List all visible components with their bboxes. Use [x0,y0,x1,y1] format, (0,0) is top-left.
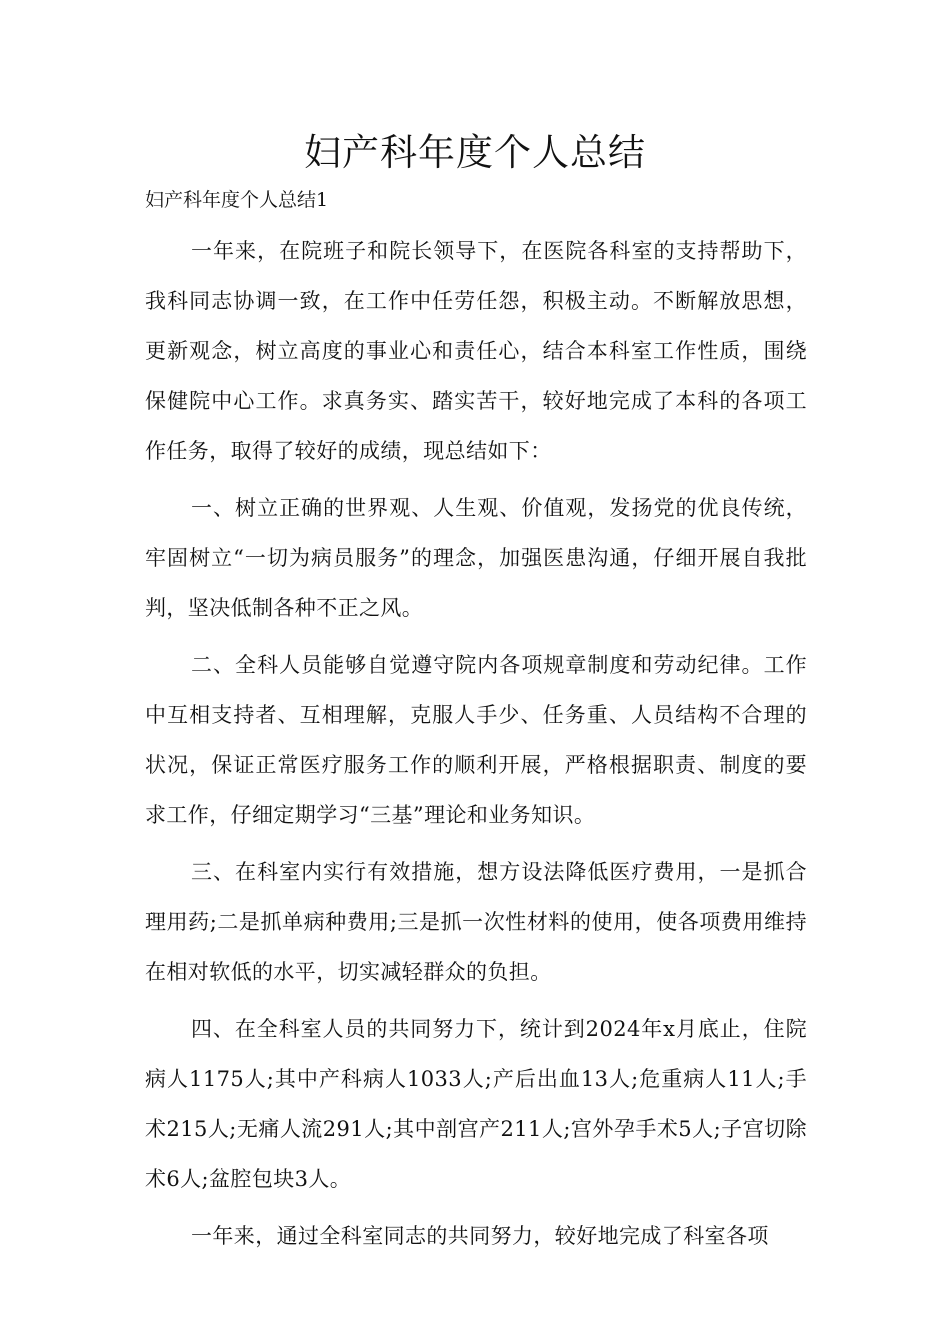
paragraph-item-3: 三、在科室内实行有效措施，想方设法降低医疗费用，一是抓合理用药;二是抓单病种费用;三是抓一次性材料的使用，使各项费用维持在相对软低的水平，切实减轻群众的负担。 [145,860,807,984]
paragraph-closing: 一年来，通过全科室同志的共同努力，较好地完成了科室各项 [191,1224,769,1248]
document-body [145,226,807,1268]
document-subtitle: 妇产科年度个人总结1 [145,189,329,211]
paragraph-item-4: 四、在全科室人员的共同努力下，统计到2024年x月底止，住院病人1175人;其中产科病人1033人;产后出血13人;危重病人11人;手术215人;无痛人流291人;其中剖宫产211人;宫外孕手术5人;子宫切除术6人;盆腔包块3人。 [145,1017,807,1191]
paragraph-intro: 一年来，在院班子和院长领导下，在医院各科室的支持帮助下，我科同志协调一致，在工作中任劳任怨，积极主动。不断解放思想，更新观念，树立高度的事业心和责任心，结合本科室工作性质，围绕保健院中心工作。求真务实、踏实苦干，较好地完成了本科的各项工作任务，取得了较好的成绩，现总结如下： [145,239,807,463]
document-title: 妇产科年度个人总结 [304,131,646,174]
paragraph-item-2: 二、全科人员能够自觉遵守院内各项规章制度和劳动纪律。工作中互相支持者、互相理解，克服人手少、任务重、人员结构不合理的状况，保证正常医疗服务工作的顺利开展，严格根据职责、制度的要求工作，仔细定期学习“三基”理论和业务知识。 [145,653,807,827]
paragraph-item-1: 一、树立正确的世界观、人生观、价值观，发扬党的优良传统，牢固树立“一切为病员服务”的理念，加强医患沟通，仔细开展自我批判，坚决低制各种不正之风。 [145,496,807,620]
